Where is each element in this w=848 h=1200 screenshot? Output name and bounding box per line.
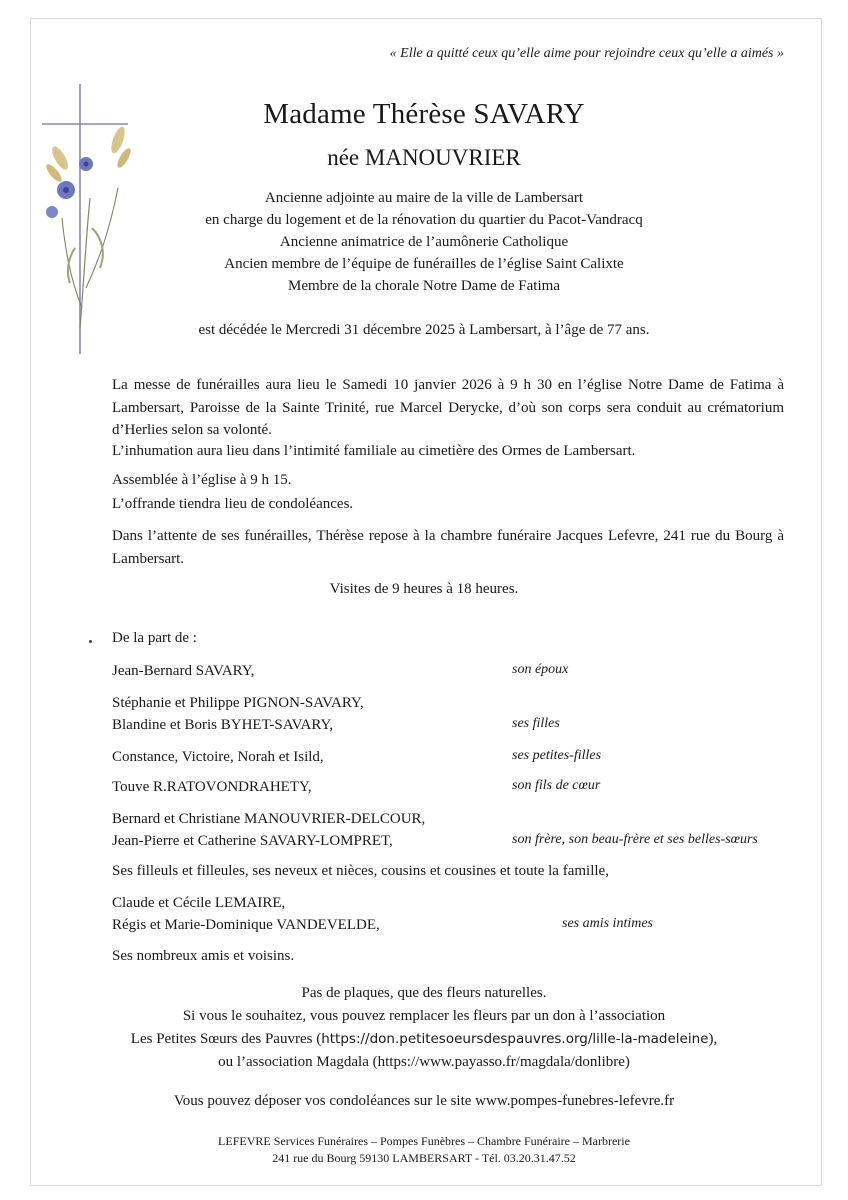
family-name: Jean-Bernard SAVARY, xyxy=(112,663,255,679)
deceased-name: Madame Thérèse SAVARY xyxy=(263,98,585,130)
title-line: Membre de la chorale Notre Dame de Fatima xyxy=(288,278,560,294)
relation-label: ses petites-filles xyxy=(512,748,602,763)
title-line: Ancienne animatrice de l’aumônerie Catholique xyxy=(279,234,569,250)
relation-label: son fils de cœur xyxy=(512,778,601,793)
family-name: Jean-Pierre et Catherine SAVARY-LOMPRET, xyxy=(112,833,393,849)
offering-line: L’offrande tiendra lieu de condoléances. xyxy=(112,496,354,512)
relation-label: ses amis intimes xyxy=(562,916,653,931)
condolences-line: Vous pouvez déposer vos condoléances sur le site www.pompes-funebres-lefevre.fr xyxy=(173,1093,675,1109)
donation-line: Si vous le souhaitez, vous pouvez remplacer les fleurs par un don à l’association xyxy=(182,1008,666,1024)
family-intro: De la part de : xyxy=(112,630,197,646)
relation-label: ses filles xyxy=(512,716,560,731)
family-name: Ses filleuls et filleules, ses neveux et nièces, cousins et cousines et toute la famille, xyxy=(112,863,609,879)
footer-services: LEFEVRE Services Funéraires – Pompes Funèbres – Chambre Funéraire – Marbrerie xyxy=(218,1134,630,1148)
family-name: Bernard et Christiane MANOUVRIER-DELCOUR, xyxy=(112,811,426,827)
donation-link[interactable]: https://don.petitesoeursdespauvres.org/lille-la-madeleine xyxy=(321,1031,709,1047)
relation-label: son frère, son beau-frère et ses belles-sœurs xyxy=(512,832,758,847)
bullet-dot xyxy=(89,640,92,643)
footer xyxy=(0,1133,848,1167)
titles-block xyxy=(0,187,848,297)
burial-line: L’inhumation aura lieu dans l’intimité familiale au cimetière des Ormes de Lambersart. xyxy=(112,443,636,459)
rest-paragraph: Dans l’attente de ses funérailles, Thérèse repose à la chambre funéraire Jacques Lefevre, 241 rue du Bourg à Lambersart. xyxy=(112,528,784,567)
family-name: Claude et Cécile LEMAIRE, xyxy=(112,895,286,911)
family-group xyxy=(112,692,364,736)
death-notice: est décédée le Mercredi 31 décembre 2025 à Lambersart, à l’âge de 77 ans. xyxy=(198,322,650,338)
family-name: Régis et Marie-Dominique VANDEVELDE, xyxy=(112,917,380,933)
title-line: en charge du logement et de la rénovation du quartier du Pacot-Vandracq xyxy=(205,212,643,228)
family-group xyxy=(112,945,294,967)
assembly-line: Assemblée à l’église à 9 h 15. xyxy=(112,472,292,488)
association-prefix: Les Petites Sœurs des Pauvres ( xyxy=(130,1031,322,1047)
relation-label: son époux xyxy=(512,662,569,677)
title-line: Ancienne adjointe au maire de la ville de Lambersart xyxy=(264,190,584,206)
footer-address: 241 rue du Bourg 59130 LAMBERSART - Tél. 03.20.31.47.52 xyxy=(272,1151,576,1165)
family-group xyxy=(112,776,312,798)
flowers-block xyxy=(0,982,848,1074)
family-name: Ses nombreux amis et voisins. xyxy=(112,948,295,964)
title-line: Ancien membre de l’équipe de funérailles de l’église Saint Calixte xyxy=(224,256,624,272)
family-group xyxy=(112,860,609,882)
visits-line: Visites de 9 heures à 18 heures. xyxy=(329,581,519,597)
epitaph-quote: « Elle a quitté ceux qu’elle aime pour rejoindre ceux qu’elle a aimés » xyxy=(389,46,784,61)
family-group xyxy=(112,660,255,682)
association-line xyxy=(0,1028,848,1051)
association-suffix: ), xyxy=(708,1031,718,1047)
birth-name: née MANOUVRIER xyxy=(327,145,521,170)
family-group xyxy=(112,746,324,768)
family-name: Touve R.RATOVONDRAHETY, xyxy=(112,779,312,795)
family-name: Stéphanie et Philippe PIGNON-SAVARY, xyxy=(112,695,364,711)
magdala-line: ou l’association Magdala (https://www.payasso.fr/magdala/donlibre) xyxy=(218,1054,630,1070)
family-group xyxy=(112,892,380,936)
mass-paragraph: La messe de funérailles aura lieu le Samedi 10 janvier 2026 à 9 h 30 en l’église Notre Dame de Fatima à Lambersart, Paroisse de la Sainte Trinité, rue Marcel Derycke, d’où son corps sera conduit au crématorium d’Herlies selon sa volonté. xyxy=(112,377,784,438)
flowers-line: Pas de plaques, que des fleurs naturelles. xyxy=(301,985,547,1001)
family-name: Constance, Victoire, Norah et Isild, xyxy=(112,749,324,765)
family-group xyxy=(112,808,425,852)
family-name: Blandine et Boris BYHET-SAVARY, xyxy=(112,717,334,733)
